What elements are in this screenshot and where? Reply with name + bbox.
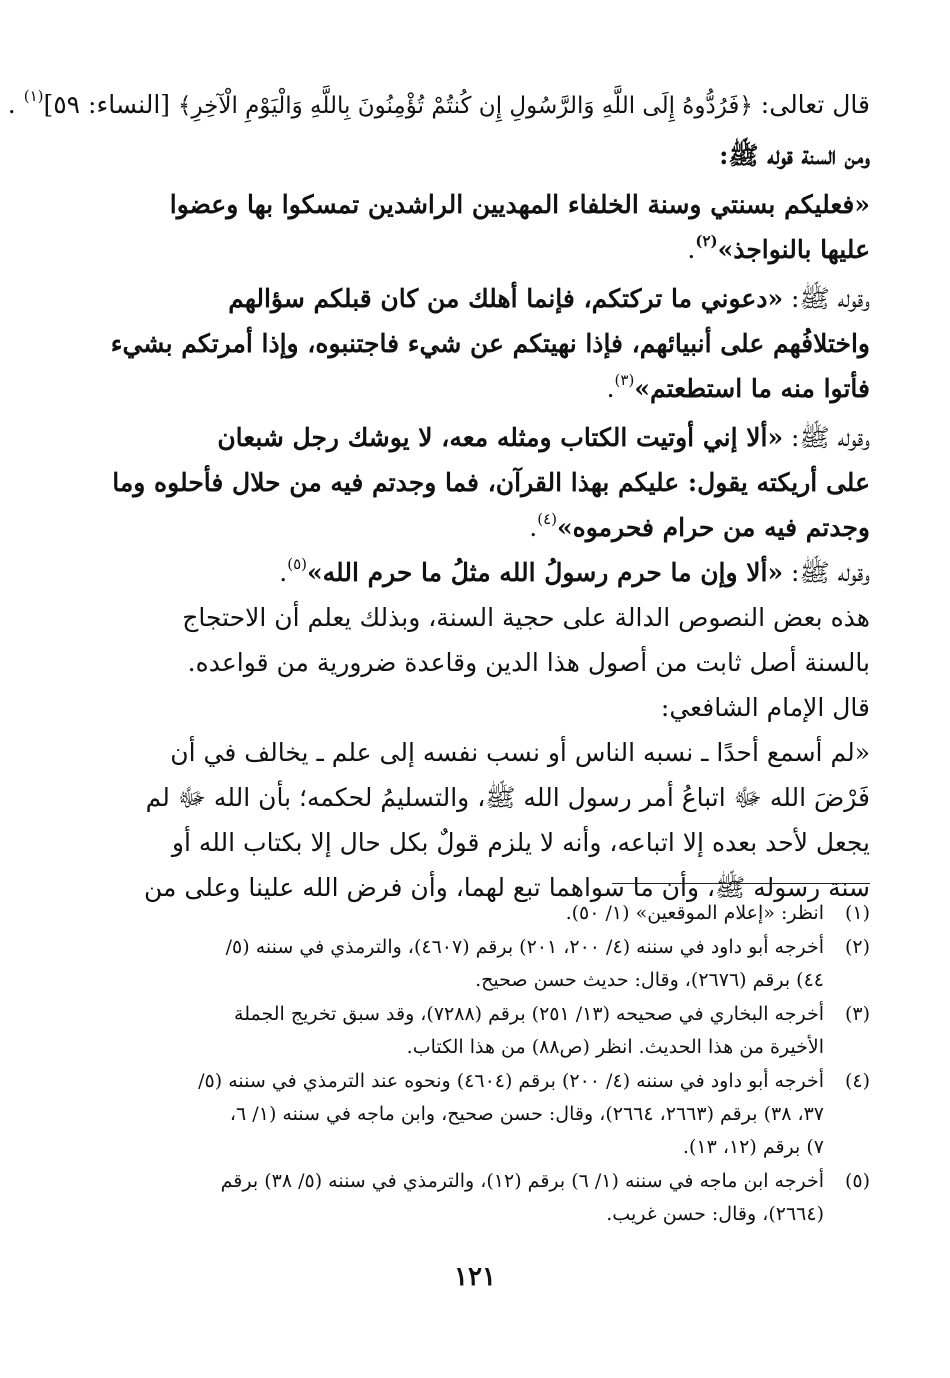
footnote-number: (٥) <box>844 1170 870 1192</box>
footnote-marker-4: (٤) <box>537 510 558 528</box>
footnote-marker-2: (٢) <box>695 232 718 250</box>
page-number: ١٢١ <box>454 1262 496 1292</box>
verse-intro: قال تعالى: <box>752 90 870 119</box>
paragraph-shafii-quote: «لم أسمع أحدًا ـ نسبه الناس أو نسب نفسه إلى علم ـ يخالف في أن فَرْضَ الله ﷻ اتباعُ أمر رسول الله ﷺ، والتسليمُ لحكمه؛ بأن الله ﷻ لم يجعل لأحد بعده إلا اتباعه، وأنه لا يلزم قولٌ بكل حال إلا بكتاب الله أو سنة رسوله ﷺ، وأن ما سواهما تبع لهما، وأن فرض الله علينا وعلى من <box>144 738 870 902</box>
footnote-number: (١) <box>844 902 870 924</box>
footnote-number: (٣) <box>844 1003 870 1025</box>
footnote-marker-3: (٣) <box>614 371 635 389</box>
paragraph-hadith-3: وقوله ﷺ: «ألا إني أوتيت الكتاب ومثله معه، لا يوشك رجل شبعان على أريكته يقول: عليكم بهذا القرآن، فما وجدتم فيه من حلال فأحلوه وما وجدتم فيه من حرام فحرموه»$^{(٤)}$. <box>112 423 870 542</box>
footnotes <box>118 897 870 1232</box>
footnote-marker-1: (١) <box>23 87 44 105</box>
paragraph-sunnah-intro <box>118 133 870 178</box>
footnote-number: (٤) <box>844 1070 870 1092</box>
verse-reference: [النساء: ٥٩] <box>43 90 178 119</box>
paragraph-conclusion: هذه بعض النصوص الدالة على حجية السنة، وبذلك يعلم أن الاحتجاج بالسنة أصل ثابت من أصول هذا الدين وقاعدة ضرورية من قواعده. <box>182 603 870 677</box>
quran-verse: ﴿فَرُدُّوهُ إِلَى اللَّهِ وَالرَّسُولِ إِن كُنتُمْ تُؤْمِنُونَ بِاللَّهِ وَالْيَوْمِ الْآخِرِ﴾ <box>177 93 753 119</box>
footnote-2: (٢) أخرجه أبو داود في سننه (٤/ ٢٠٠، ٢٠١) برقم (٤٦٠٧)، والترمذي في سننه (٥/ ٤٤) برقم (٢٦٧٦)، وقال: حديث حسن صحيح. <box>118 931 870 997</box>
main-text <box>7 82 870 910</box>
paragraph-quran-verse: قال تعالى: ﴿فَرُدُّوهُ إِلَى اللَّهِ وَالرَّسُولِ إِن كُنتُمْ تُؤْمِنُونَ بِاللَّهِ وَالْيَوْمِ الْآخِرِ﴾ [النساء: ٥٩]$^{(١)}$ . <box>7 87 870 119</box>
paragraph-shafii-intro: قال الإمام الشافعي: <box>660 693 870 722</box>
paragraph-hadith-1: «فعليكم بسنتي وسنة الخلفاء المهديين الراشدين تمسكوا بها وعضوا عليها بالنواجذ»$^{(٢)}$. <box>169 190 870 264</box>
footnote-number: (٢) <box>844 936 870 958</box>
sunnah-intro-heading: ومن السنة قوله ﷺ: <box>719 141 870 170</box>
footnote-3: (٣) أخرجه البخاري في صحيحه (١٣/ ٢٥١) برقم (٧٢٨٨)، وقد سبق تخريج الجملة الأخيرة من هذا الحديث. انظر (ص٨٨) من هذا الكتاب. <box>118 998 870 1064</box>
footnote-marker-5: (٥) <box>287 555 308 573</box>
paragraph-hadith-4: وقوله ﷺ: «ألا وإن ما حرم رسولُ الله مثلُ ما حرم الله»$^{(٥)}$. <box>279 555 870 587</box>
footnote-1: (١) انظر: «إعلام الموقعين» (١/ ٥٠). <box>118 897 870 930</box>
footnote-4: (٤) أخرجه أبو داود في سننه (٤/ ٢٠٠) برقم (٤٦٠٤) ونحوه عند الترمذي في سننه (٥/ ٣٧، ٣٨) برقم (٢٦٦٣، ٢٦٦٤)، وقال: حسن صحيح، وابن ماجه في سننه (١/ ٦، ٧) برقم (١٢، ١٣). <box>118 1065 870 1164</box>
paragraph-hadith-2: وقوله ﷺ: «دعوني ما تركتكم، فإنما أهلك من كان قبلكم سؤالهم واختلافُهم على أنبيائهم، فإذا نهيتكم عن شيء فاجتنبوه، وإذا أمرتكم بشيء فأتوا منه ما استطعتم»$^{(٣)}$. <box>110 284 870 403</box>
footnote-separator <box>612 883 870 884</box>
footnote-5: (٥) أخرجه ابن ماجه في سننه (١/ ٦) برقم (١٢)، والترمذي في سننه (٥/ ٣٨) برقم (٢٦٦٤)، وقال: حسن غريب. <box>118 1165 870 1231</box>
